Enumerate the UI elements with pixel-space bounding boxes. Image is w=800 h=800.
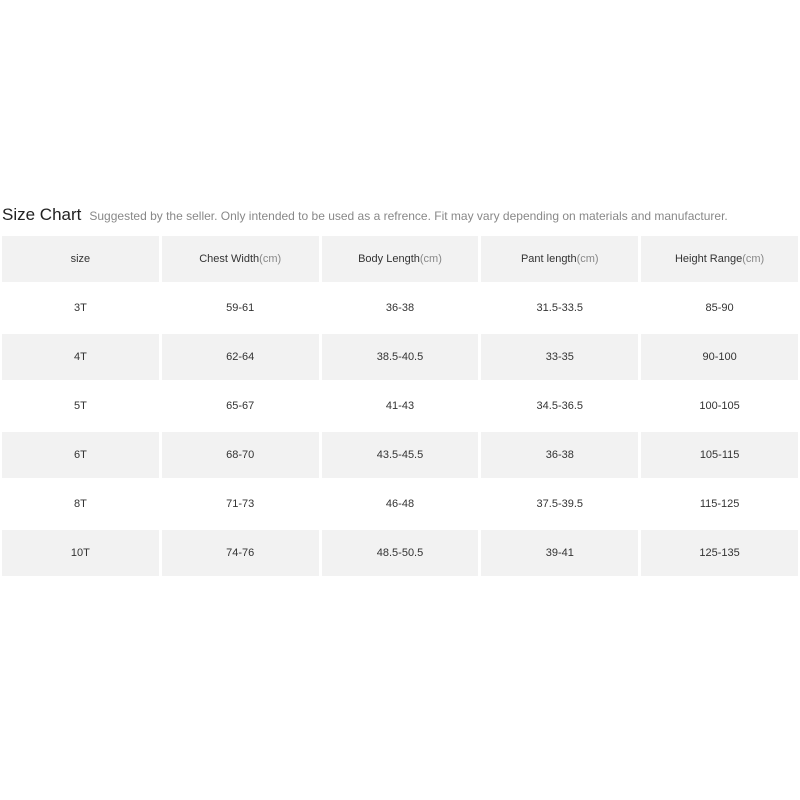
table-row: [2, 285, 798, 331]
size-chart: [2, 205, 798, 579]
body-length-cell: 41-43: [322, 383, 479, 429]
column-header-unit: (cm): [742, 253, 765, 265]
column-header-pant-length: [481, 236, 638, 282]
size-cell: 10T: [2, 530, 159, 576]
column-header-size: [2, 236, 159, 282]
height-range-cell: 100-105: [641, 383, 798, 429]
height-range-cell: 115-125: [641, 481, 798, 527]
table-row: [2, 530, 798, 576]
height-range-cell: 90-100: [641, 334, 798, 380]
table-row: [2, 334, 798, 380]
pant-length-cell: 33-35: [481, 334, 638, 380]
table-row: [2, 432, 798, 478]
pant-length-cell: 39-41: [481, 530, 638, 576]
table-row: [2, 481, 798, 527]
body-length-cell: 36-38: [322, 285, 479, 331]
chest-width-cell: 74-76: [162, 530, 319, 576]
column-header-height-range: [641, 236, 798, 282]
size-cell: 6T: [2, 432, 159, 478]
column-header-label: Body Length: [358, 253, 420, 265]
column-header-unit: (cm): [259, 253, 282, 265]
column-header-unit: (cm): [419, 253, 442, 265]
chart-header: [2, 205, 798, 231]
size-cell: 3T: [2, 285, 159, 331]
height-range-cell: 105-115: [641, 432, 798, 478]
height-range-cell: 85-90: [641, 285, 798, 331]
body-length-cell: 46-48: [322, 481, 479, 527]
column-header-unit: (cm): [576, 253, 599, 265]
chest-width-cell: 71-73: [162, 481, 319, 527]
column-header-body-length: [322, 236, 479, 282]
pant-length-cell: 36-38: [481, 432, 638, 478]
column-header-label: Chest Width: [199, 253, 260, 265]
chest-width-cell: 68-70: [162, 432, 319, 478]
column-header-label: Pant length: [520, 253, 577, 265]
chart-subtitle: Suggested by the seller. Only intended to be used as a refrence. Fit may vary depending on materials and manufacturer.: [89, 209, 728, 223]
column-header-chest-width: [162, 236, 319, 282]
size-cell: 8T: [2, 481, 159, 527]
column-header-label: Height Range: [674, 253, 743, 265]
column-header-label: size: [70, 253, 91, 265]
pant-length-cell: 31.5-33.5: [481, 285, 638, 331]
size-table: [0, 233, 800, 579]
body-length-cell: 38.5-40.5: [322, 334, 479, 380]
body-length-cell: 43.5-45.5: [322, 432, 479, 478]
chart-title: Size Chart: [2, 205, 82, 224]
size-cell: 4T: [2, 334, 159, 380]
pant-length-cell: 34.5-36.5: [481, 383, 638, 429]
header-row: [2, 236, 798, 282]
chest-width-cell: 62-64: [162, 334, 319, 380]
table-row: [2, 383, 798, 429]
size-cell: 5T: [2, 383, 159, 429]
chest-width-cell: 59-61: [162, 285, 319, 331]
pant-length-cell: 37.5-39.5: [481, 481, 638, 527]
body-length-cell: 48.5-50.5: [322, 530, 479, 576]
chest-width-cell: 65-67: [162, 383, 319, 429]
height-range-cell: 125-135: [641, 530, 798, 576]
